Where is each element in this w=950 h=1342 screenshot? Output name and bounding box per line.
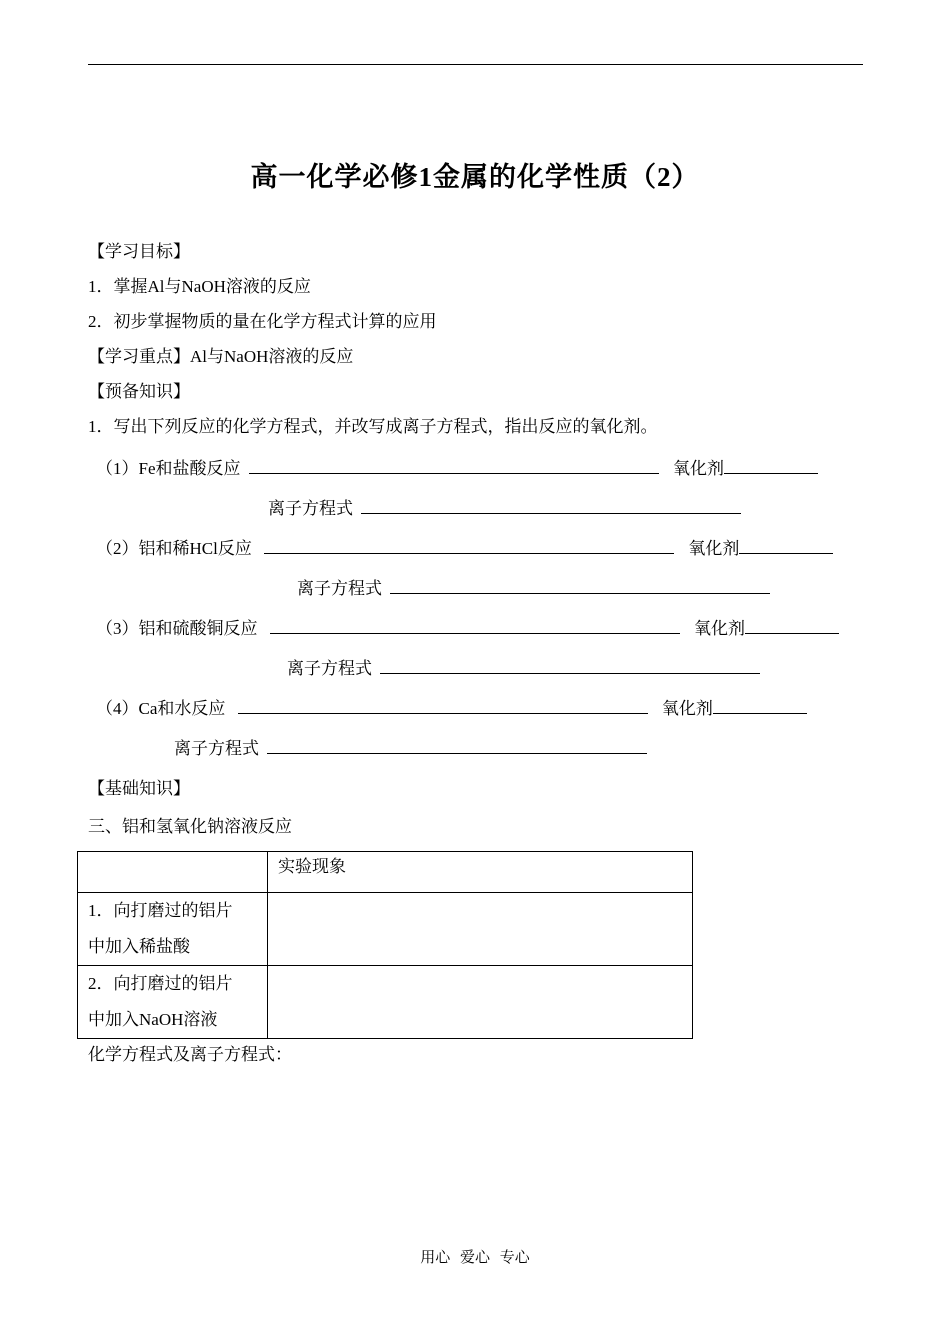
oxidant-label: 氧化剂	[661, 699, 713, 718]
oxidant-label: 氧化剂	[694, 619, 745, 638]
reaction-label: （2）铝和稀HCl反应	[96, 539, 252, 558]
prep-heading: 【预备知识】	[88, 382, 190, 401]
oxidant-blank[interactable]	[745, 615, 839, 634]
page-footer: 用心 爱心 专心	[420, 1250, 530, 1266]
reaction-row	[96, 615, 839, 641]
reaction-row	[96, 455, 818, 481]
basics-heading: 【基础知识】	[88, 779, 190, 798]
table-header-row	[78, 852, 693, 893]
oxidant-blank[interactable]	[713, 695, 807, 714]
step-text: 中加入NaOH溶液	[88, 1010, 218, 1029]
equation-blank[interactable]	[249, 455, 659, 474]
page-title: 高一化学必修1金属的化学性质（2）	[250, 162, 700, 192]
ionic-blank[interactable]	[380, 655, 760, 674]
step-text: 2．向打磨过的铝片	[88, 974, 233, 993]
reaction-row	[96, 535, 833, 561]
ionic-label: 离子方程式	[268, 499, 353, 518]
oxidant-blank[interactable]	[724, 455, 818, 474]
reaction-row	[96, 695, 807, 721]
table-step-cell	[78, 966, 268, 1039]
reaction-label: （1）Fe和盐酸反应	[96, 459, 241, 478]
ionic-label: 离子方程式	[297, 579, 382, 598]
reaction-label: （4）Ca和水反应	[96, 699, 226, 718]
key-point: 【学习重点】Al与NaOH溶液的反应	[88, 347, 354, 366]
table-header-cell	[78, 852, 268, 893]
equation-blank[interactable]	[264, 535, 674, 554]
ionic-blank[interactable]	[390, 575, 770, 594]
experiment-table	[77, 851, 693, 1039]
table-header-cell: 实验现象	[268, 852, 693, 893]
prep-intro: 1．写出下列反应的化学方程式，并改写成离子方程式，指出反应的氧化剂。	[88, 417, 658, 436]
ionic-row	[268, 495, 741, 521]
table-step-cell	[78, 893, 268, 966]
equation-prompt: 化学方程式及离子方程式：	[88, 1045, 292, 1064]
phenomenon-cell[interactable]	[268, 966, 693, 1039]
step-text: 中加入稀盐酸	[88, 937, 190, 956]
objective-item: 1．掌握Al与NaOH溶液的反应	[88, 277, 311, 296]
ionic-blank[interactable]	[267, 735, 647, 754]
objective-item: 2．初步掌握物质的量在化学方程式计算的应用	[88, 312, 437, 331]
table-row	[78, 966, 693, 1039]
oxidant-blank[interactable]	[739, 535, 833, 554]
ionic-row	[287, 655, 760, 681]
oxidant-label: 氧化剂	[688, 539, 740, 558]
reaction-label: （3）铝和硫酸铜反应	[96, 619, 258, 638]
ionic-row	[174, 735, 647, 761]
header-rule	[88, 64, 863, 65]
equation-blank[interactable]	[238, 695, 648, 714]
table-row	[78, 893, 693, 966]
step-text: 1．向打磨过的铝片	[88, 901, 233, 920]
oxidant-label: 氧化剂	[673, 459, 724, 478]
section-heading: 三、铝和氢氧化钠溶液反应	[88, 817, 292, 836]
ionic-label: 离子方程式	[174, 739, 259, 758]
ionic-row	[297, 575, 770, 601]
ionic-blank[interactable]	[361, 495, 741, 514]
objectives-heading: 【学习目标】	[88, 242, 190, 261]
phenomenon-cell[interactable]	[268, 893, 693, 966]
equation-blank[interactable]	[270, 615, 680, 634]
ionic-label: 离子方程式	[287, 659, 372, 678]
